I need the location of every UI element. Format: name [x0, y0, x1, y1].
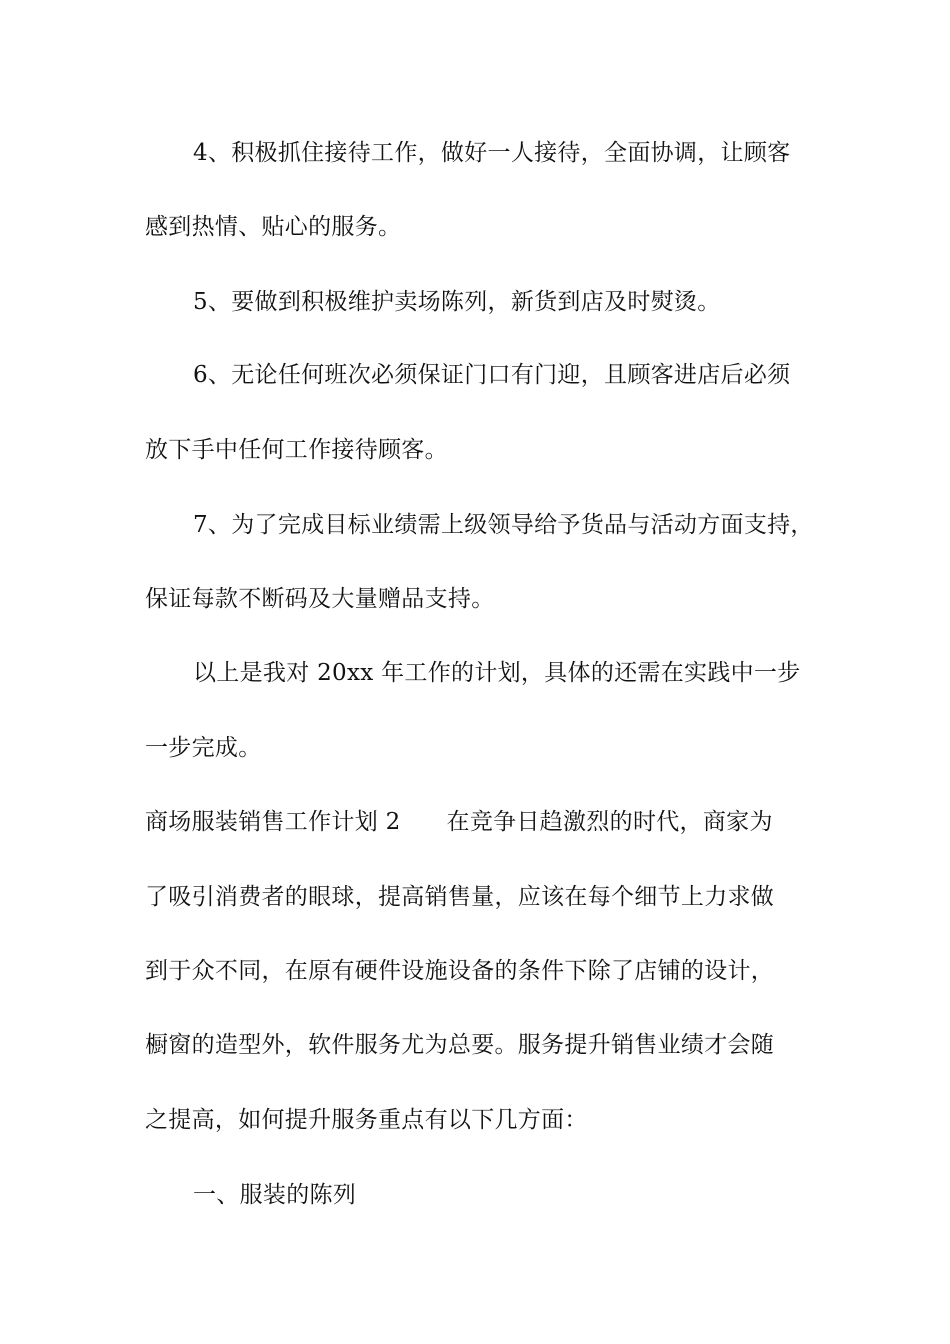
- paragraph-line: 7、为了完成目标业绩需上级领导给予货品与活动方面支持，: [193, 512, 814, 538]
- heading-continuation-text: 在竞争日趋激烈的时代，商家为: [446, 809, 773, 835]
- paragraph-line: 一步完成。: [145, 735, 262, 761]
- paragraph-line: 感到热情、贴心的服务。: [145, 214, 402, 240]
- paragraph-line: 4、积极抓住接待工作，做好一人接待，全面协调，让顾客: [193, 140, 791, 166]
- paragraph-line: 保证每款不断码及大量赠品支持。: [145, 586, 495, 612]
- paragraph-line: 6、无论任何班次必须保证门口有门迎，且顾客进店后必须: [193, 362, 791, 388]
- paragraph-line: 5、要做到积极维护卖场陈列，新货到店及时熨烫。: [193, 289, 721, 315]
- subheading-line: 一、服装的陈列: [193, 1182, 357, 1208]
- section-heading: 商场服装销售工作计划 2: [145, 809, 401, 835]
- paragraph-line: 放下手中任何工作接待顾客。: [145, 437, 448, 463]
- paragraph-line: 了吸引消费者的眼球，提高销售量，应该在每个细节上力求做: [145, 884, 775, 910]
- paragraph-line: 橱窗的造型外，软件服务尤为总要。服务提升销售业绩才会随: [145, 1032, 775, 1058]
- paragraph-line: 到于众不同，在原有硬件设施设备的条件下除了店铺的设计，: [145, 958, 775, 984]
- paragraph-line: 以上是我对 20xx 年工作的计划，具体的还需在实践中一步: [193, 660, 801, 686]
- paragraph-line: 之提高，如何提升服务重点有以下几方面：: [145, 1107, 588, 1133]
- heading-line: [145, 807, 835, 837]
